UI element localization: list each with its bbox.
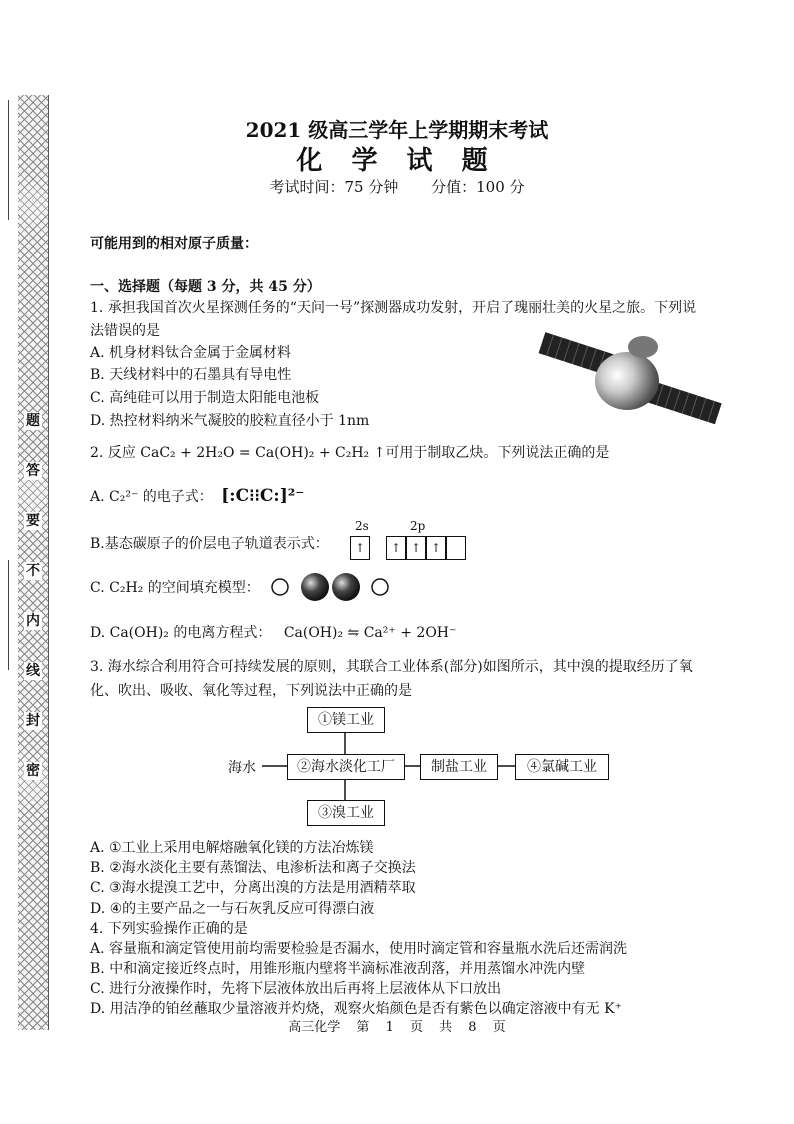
footer-total-word: 页 [492,1020,506,1035]
box-salt-industry: 制盐工业 [420,754,498,780]
q2-stem: 2. 反应 CaC₂ + 2H₂O = Ca(OH)₂ + C₂H₂ ↑可用于制取乙炔。下列说法正确的是 [90,445,610,461]
q1-option-b: B. 天线材料中的石墨具有导电性 [90,367,292,383]
q2-option-c-label: C. C₂H₂ 的空间填充模型： [90,580,260,596]
subject-title: 化 学 试 题 [296,146,498,176]
q3-option-d: D. ④的主要产品之一与石灰乳反应可得漂白液 [90,901,375,917]
orbital-2p-box: ↑ [426,536,446,560]
footer-page-word: 页 [409,1020,423,1035]
orbital-2p-box: ↑ [406,536,426,560]
seal-char: 题 [26,413,40,429]
box-bromine-industry: ③溴工业 [307,800,385,826]
seawater-label: 海水 [228,760,256,776]
atomic-mass-note: 可能用到的相对原子质量： [90,236,258,252]
q3-stem-line1: 3. 海水综合利用符合可持续发展的原则，其联合工业体系(部分)如图所示，其中溴的提取经历了氧 [90,659,693,675]
section-heading: 一、选择题（每题 3 分，共 45 分） [90,279,321,295]
exam-score: 分值：100 分 [431,178,525,196]
q4-option-b: B. 中和滴定接近终点时，用锥形瓶内壁将半滴标准液刮落，并用蒸馏水冲洗内壁 [90,961,586,977]
seal-char: 答 [26,463,40,479]
q1-stem-line2: 法错误的是 [90,323,160,339]
q3-option-b: B. ②海水淡化主要有蒸馏法、电渗析法和离子交换法 [90,860,416,876]
q4-option-c: C. 进行分液操作时，先将下层液体放出后再将上层液体从下口放出 [90,981,502,997]
orbital-2s-label: 2s [355,519,369,533]
footer-total-label: 共 [439,1020,453,1035]
seal-char: 封 [26,713,40,729]
q1-option-d: D. 热控材料纳米气凝胶的胶粒直径小于 1nm [90,413,370,429]
q2-option-b-label: B.基态碳原子的价层电子轨道表示式： [90,536,329,552]
box-magnesium-industry: ①镁工业 [307,707,385,733]
page-footer [0,1016,794,1035]
seal-char: 要 [26,513,40,529]
seal-char: 线 [26,663,40,679]
footer-total-number: 8 [468,1020,477,1035]
orbital-2s-box: ↑ [350,536,370,560]
q3-option-c: C. ③海水提溴工艺中，分离出溴的方法是用酒精萃取 [90,880,416,896]
q1-option-c: C. 高纯硅可以用于制造太阳能电池板 [90,390,320,406]
exam-title: 2021 级高三学年上学期期末考试 [245,118,549,142]
q3-stem-line2: 化、吹出、吸收、氧化等过程，下列说法中正确的是 [90,683,412,699]
seal-char: 密 [26,763,40,779]
orbital-2p-box: ↑ [386,536,406,560]
footer-page-number: 1 [385,1020,394,1035]
seal-char: 不 [26,563,40,579]
q4-option-d: D. 用洁净的铂丝蘸取少量溶液并灼烧，观察火焰颜色是否有紫色以确定溶液中有无 K⁺ [90,1001,622,1017]
q2-d-formula: Ca(OH)₂ ⇋ Ca²⁺ + 2OH⁻ [283,625,457,641]
exam-time: 考试时间：75 分钟 [269,178,399,196]
seal-char: 内 [26,613,40,629]
q4-option-a: A. 容量瓶和滴定管使用前均需要检验是否漏水，使用时滴定管和容量瓶水洗后还需润洗 [90,941,628,957]
orbital-2p-label: 2p [410,519,426,533]
q2-d-prefix: D. Ca(OH)₂ 的电离方程式： [90,625,272,641]
footer-page-label: 第 [356,1020,370,1035]
q4-stem: 4. 下列实验操作正确的是 [90,921,248,937]
q2-a-formula: [:C⁝⁝C:]²⁻ [221,486,305,506]
q3-option-a: A. ①工业上采用电解熔融氧化镁的方法冶炼镁 [90,840,374,856]
q1-option-a: A. 机身材料钛合金属于金属材料 [90,345,292,361]
q1-stem-line1: 1. 承担我国首次火星探测任务的“天问一号”探测器成功发射，开启了瑰丽壮美的火星之旅。下列说 [90,300,697,316]
footer-subject: 高三化学 [288,1020,341,1035]
q2-a-prefix: A. C₂²⁻ 的电子式： [90,489,213,505]
box-chlor-alkali-industry: ④氯碱工业 [515,754,609,780]
box-desalination-plant: ②海水淡化工厂 [287,754,405,780]
